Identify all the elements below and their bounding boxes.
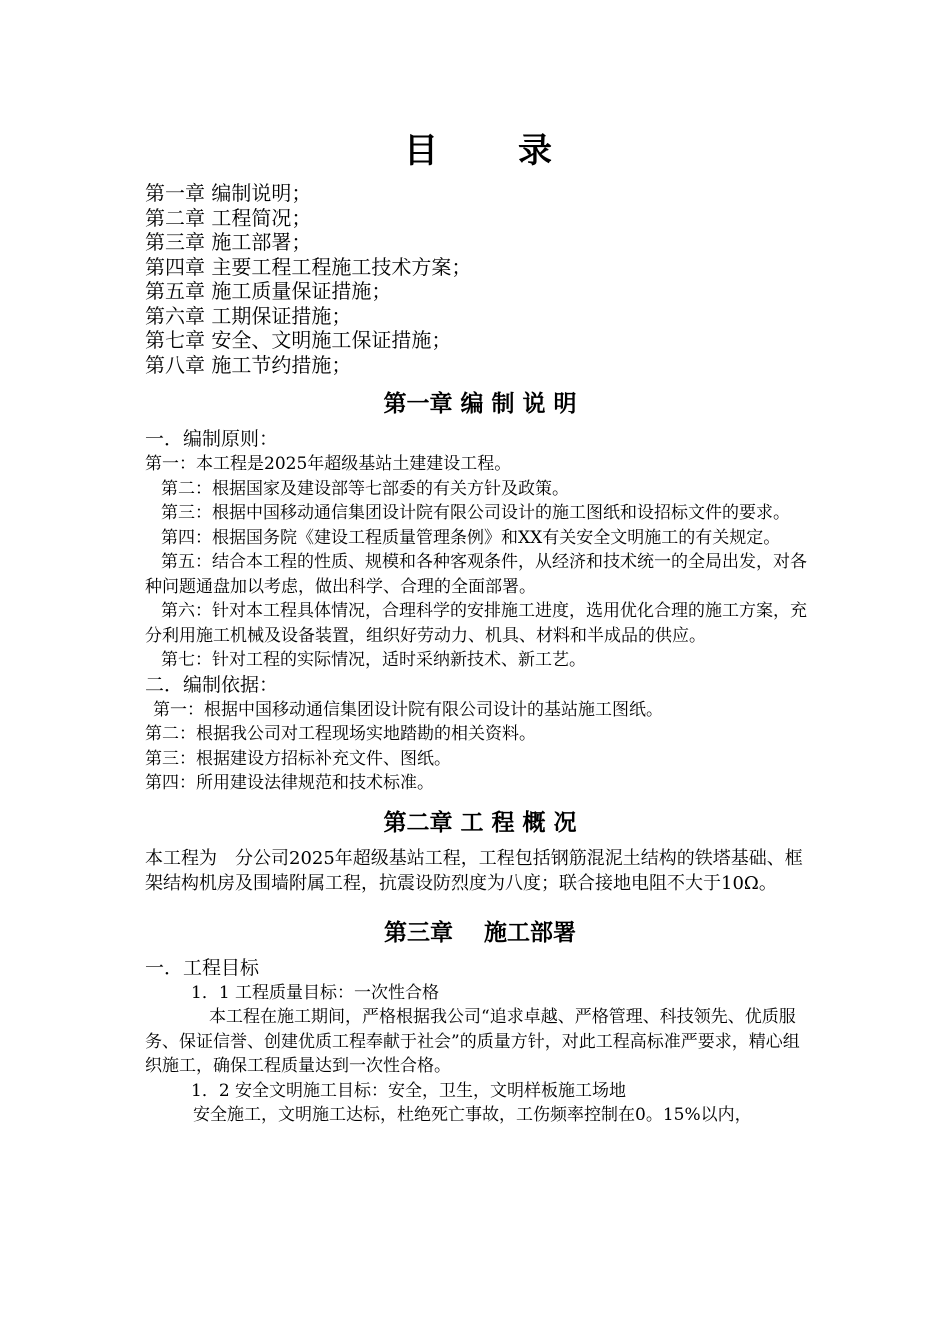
paragraph: 第三：根据中国移动通信集团设计院有限公司设计的施工图纸和设招标文件的要求。 — [161, 503, 790, 523]
toc-item[interactable]: 第五章 施工质量保证措施； — [145, 279, 392, 303]
toc-item[interactable]: 第二章 工程简况； — [145, 205, 312, 230]
paragraph: 第四：所用建设法律规范和技术标准。 — [145, 773, 434, 793]
paragraph: 第四：根据国务院《建设工程质量管理条例》和XX有关安全文明施工的有关规定。 — [161, 527, 781, 548]
table-of-contents — [145, 181, 815, 377]
toc-item[interactable]: 第八章 施工节约措施； — [145, 352, 352, 377]
spacer — [145, 896, 815, 906]
toc-title: 目 录 — [404, 131, 556, 171]
chapter-1-heading: 第一章 编 制 说 明 — [383, 390, 577, 417]
section-heading: 二．编制依据： — [145, 673, 279, 696]
paragraph: 第二：根据我公司对工程现场实地踏勘的相关资料。 — [145, 724, 536, 744]
toc-item[interactable]: 第三章 施工部署； — [145, 230, 312, 254]
paragraph: 第一：根据中国移动通信集团设计院有限公司设计的基站施工图纸。 — [153, 699, 663, 720]
paragraph: 第六：针对本工程具体情况，合理科学的安排施工进度，选用优化合理的施工方案，充分利用施工机械及设备装置，组织好劳动力、机具、材料和半成品的供应。 — [145, 601, 807, 646]
paragraph: 安全施工，文明施工达标，杜绝死亡事故，工伤频率控制在0。15%以内， — [193, 1105, 752, 1125]
chapter-3-heading: 第三章 施工部署 — [383, 918, 576, 946]
paragraph: 本工程为 分公司2025年超级基站工程，工程包括钢筋混泥土结构的铁塔基础、框架结构机房及围墙附属工程，抗震设防烈度为八度；联合接地电阻不大于10Ω。 — [145, 847, 803, 894]
subsection-heading: 1．2 安全文明施工目标：安全，卫生，文明样板施工场地 — [191, 1080, 627, 1101]
paragraph: 第七：针对工程的实际情况，适时采纳新技术、新工艺。 — [161, 650, 586, 670]
subsection-heading: 1．1 工程质量目标：一次性合格 — [191, 982, 440, 1003]
paragraph: 第二：根据国家及建设部等七部委的有关方针及政策。 — [161, 478, 569, 499]
section-heading: 一．编制原则： — [145, 428, 279, 450]
document-page — [145, 125, 815, 1128]
chapter-2-heading: 第二章 工 程 概 况 — [383, 808, 577, 836]
toc-item[interactable]: 第一章 编制说明； — [145, 181, 312, 205]
toc-item[interactable]: 第七章 安全、文明施工保证措施； — [145, 328, 452, 352]
toc-item[interactable]: 第六章 工期保证措施； — [145, 303, 352, 328]
paragraph: 本工程在施工期间，严格根据我公司“追求卓越、严格管理、科技领先、优质服务、保证信誉、创建优质工程奉献于社会”的质量方针，对此工程高标准严要求，精心组织施工，确保工程质量达到一次性合格。 — [145, 1007, 800, 1076]
paragraph: 第一：本工程是2025年超级基站土建建设工程。 — [145, 454, 512, 474]
toc-item[interactable]: 第四章 主要工程工程施工技术方案； — [145, 254, 472, 279]
section-heading: 一．工程目标 — [145, 956, 260, 979]
paragraph: 第五：结合本工程的性质、规模和各种客观条件，从经济和技术统一的全局出发，对各种问题通盘加以考虑，做出科学、合理的全面部署。 — [145, 552, 807, 597]
paragraph: 第三：根据建设方招标补充文件、图纸。 — [145, 748, 451, 769]
